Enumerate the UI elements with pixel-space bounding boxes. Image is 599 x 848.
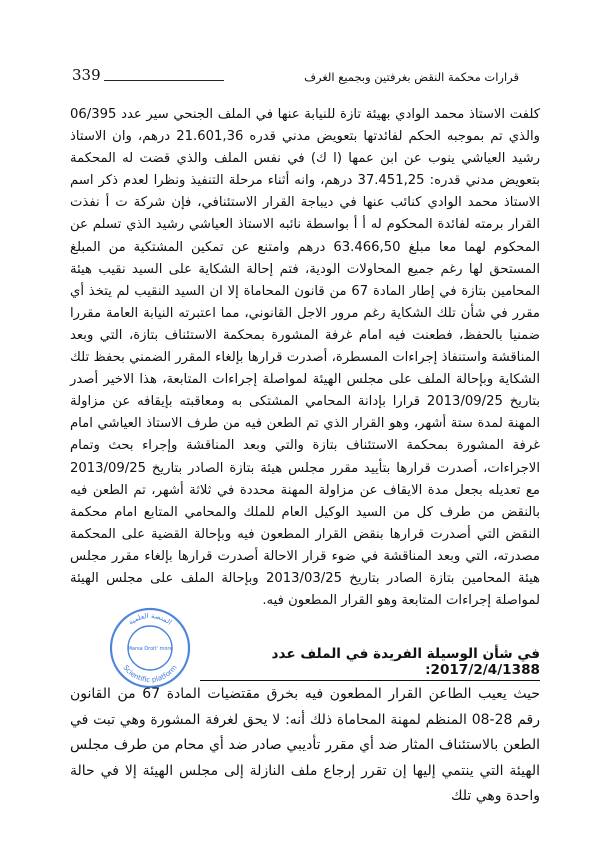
- svg-text:المنصة العلمية: [127, 612, 173, 627]
- section-heading-text: في شأن الوسيلة الفريدة في الملف عدد 2017/2/4/1388:: [271, 646, 540, 678]
- stamp-arc-bottom-text: Scientific platform: [121, 663, 179, 685]
- body-text: [70, 104, 540, 612]
- section-body-text: [70, 682, 540, 810]
- running-title: قرارات محكمة النقض بغرفتين وبجميع الغرف: [304, 70, 519, 84]
- section-paragraph: حيث يعيب الطاعن القرار المطعون فيه بخرق مقتضيات المادة 67 من القانون رقم 28-08 المنظم لمهنة المحاماة ذلك أنه: لا يحق لغرفة المشورة وهي تبت في الطعن بالاستئناف المثار ضد أي مقرر تأديبي صادر ضد أي محام من طرف مجلس الهيئة التي ينتمي إليها إن تقرر إرجاع ملف النازلة إلى مجلس الهيئة إلا في حالة واحدة وهي تلك: [70, 686, 540, 804]
- watermark-stamp: [108, 606, 192, 690]
- page-header: [0, 66, 599, 96]
- page-number: 339: [72, 66, 101, 84]
- stamp-arc-top-text: المنصة العلمية: [127, 611, 174, 627]
- section-heading-underline: [200, 680, 540, 681]
- section-heading: [200, 646, 540, 678]
- body-paragraph: كلفت الاستاذ محمد الوادي بهيئة تازة للنيابة عنها في الملف الجنحي سير عدد 06/395 والذي تم بموجبه الحكم لفائدتها بتعويض مدني قدره 21.601,36 درهم، وان الاستاذ رشيد العياشي ينوب عن ابن عمها (ا ك) في نفس الملف والذي قضت له المحكمة بتعويض مدني قدره: 37.451,25 درهم، وانه أثناء مرحلة التنفيذ ونظرا لعدم ذكر اسم الاستاذ محمد الوادي كنائب عنها في ديباجة القرار الاستئنافي، فإن شركة ت أ نفذت القرار برمته لفائدة المحكوم له أ أ بواسطة نائبه الاستاذ العياشي رشيد الذي تسلم عن المحكوم لهما معا مبلغ 63.466,50 درهم وامتنع عن تمكين المشتكية من المبلغ المستحق لها رغم جميع المحاولات الودية، فتم إحالة الشكاية على السيد نقيب هيئة المحامين بتازة في إطار المادة 67 من قانون المحاماة إلا ان السيد النقيب لم يتخذ أي مقرر في شأن تلك الشكاية رغم مرور الاجل القانوني، مما اعتبرته النيابة العامة مقررا ضمنيا بالحفظ، فطعنت فيه امام غرفة المشورة بمحكمة الاستئناف بتازة، التي وبعد المناقشة واستنفاذ إجراءات المسطرة، أصدرت قرارها بإلغاء المقرر الضمني بحفظ تلك الشكاية وبإحالة الملف على مجلس الهيئة لمواصلة إجراءات المتابعة، هذا الاخير أصدر بتاريخ 2013/09/25 قرارا بإدانة المحامي المشتكى به ومعاقبته بإيقافه عن مزاولة المهنة لمدة ستة أشهر، وهو القرار الذي تم الطعن فيه من طرف الاستاذ العياشي امام غرفة المشورة بمحكمة الاستئناف بتازة والتي وبعد المناقشة وإجراء بحث وتمام الاجراءات، أصدرت قرارها بتأييد مقرر مجلس هيئة بتازة الصادر بتاريخ 2013/09/25 مع تعديله بجعل مدة الايقاف عن مزاولة المهنة محددة في ثلاثة أشهر، تم الطعن فيه بالنقض من طرف كل من السيد الوكيل العام للملك والمحامي المتابع امام محكمة النقض التي أصدرت قرارها بنقض القرار المطعون فيه وبإحالة القضية على المحكمة مصدرته، التي وبعد المناقشة في ضوء قرار الاحالة أصدرت قرارها بإلغاء مقرر مجلس هيئة المحامين بتازة الصادر بتاريخ 2013/03/25 وبإحالة الملف على مجلس الهيئة لمواصلة إجراءات المتابعة وهو القرار المطعون فيه.: [70, 107, 541, 609]
- header-rule: [104, 80, 224, 81]
- stamp-center-text: Marsa Droit' more: [127, 646, 173, 652]
